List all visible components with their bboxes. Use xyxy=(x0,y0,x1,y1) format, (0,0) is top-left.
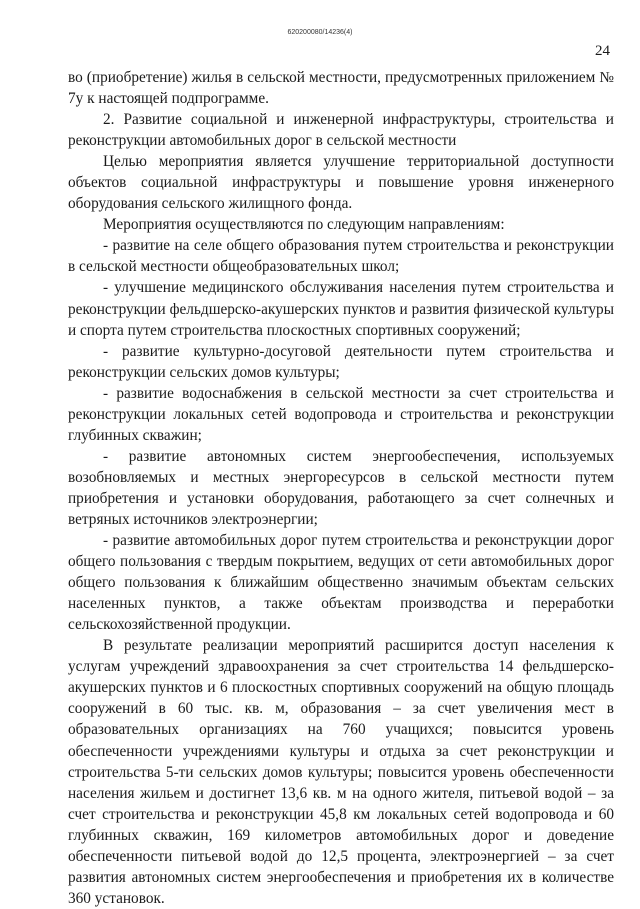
paragraph-goal: Целью мероприятия является улучшение территориальной доступности объектов социальной инфраструктуры и повышение уровня инженерного оборудования сельского жилищного фонда. xyxy=(68,153,614,213)
section-heading-infrastructure: 2. Развитие социальной и инженерной инфраструктуры, строительства и реконструкции автомобильных дорог в сельской местности xyxy=(68,111,614,150)
paragraph-results: В результате реализации мероприятий расширится доступ населения к услугам учреждений здравоохранения за счет строительства 14 фельдшерско-акушерских пунктов и 6 плоскостных спортивных сооружений на общую площадь сооружений в 60 тыс. кв. м, образования – за счет увеличения мест в образовательных организациях на 760 учащихся; повысится уровень обеспеченности учреждениями культуры и отдыха за счет реконструкции и строительства 5-ти сельских домов культуры; повысится уровень обеспеченности населения жильем и достигнет 13,6 кв. м на одного жителя, питьевой водой – за счет строительства и реконструкции 45,8 км локальных сетей водопровода и 60 глубинных скважин, 169 километров автомобильных дорог и доведение обеспеченности питьевой водой до 12,5 процента, электроэнергией – за счет развития автономных систем энергообеспечения и приобретения их в количестве 360 установок. xyxy=(68,637,614,907)
paragraph-directions-intro: Мероприятия осуществляются по следующим направлениям: xyxy=(103,216,505,234)
direction-item-education: - развитие на селе общего образования путем строительства и реконструкции в сельской местности общеобразовательных школ; xyxy=(68,237,614,276)
page-number: 24 xyxy=(595,43,610,59)
direction-item-water-supply: - развитие водоснабжения в сельской местности за счет строительства и реконструкции локальных сетей водопровода и строительства и реконструкции глубинных скважин; xyxy=(68,384,614,444)
directions-list xyxy=(68,235,614,635)
direction-item-culture: - развитие культурно-досуговой деятельности путем строительства и реконструкции сельских домов культуры; xyxy=(68,342,614,381)
direction-item-energy: - развитие автономных систем энергообеспечения, используемых возобновляемых и местных энергоресурсов в сельской местности путем приобретения и установки оборудования, работающего за счет солнечных и ветряных источников электроэнергии; xyxy=(68,447,614,528)
direction-item-medical: - улучшение медицинского обслуживания населения путем строительства и реконструкции фельдшерско-акушерских пунктов и развития физической культуры и спорта путем строительства плоскостных спортивных сооружений; xyxy=(68,279,614,339)
document-code: 620200080/14236(4) xyxy=(287,29,353,36)
paragraph-housing-continuation: во (приобретение) жилья в сельской местности, предусмотренных приложением № 7у к настоящей подпрограмме. xyxy=(68,69,614,108)
direction-item-roads: - развитие автомобильных дорог путем строительства и реконструкции дорог общего пользования с твердым покрытием, ведущих от сети автомобильных дорог общего пользования к ближайшим общественно значимым объектам сельских населенных пунктов, а также объектам производства и переработки сельскохозяйственной продукции. xyxy=(68,532,614,634)
document-body xyxy=(68,67,614,909)
